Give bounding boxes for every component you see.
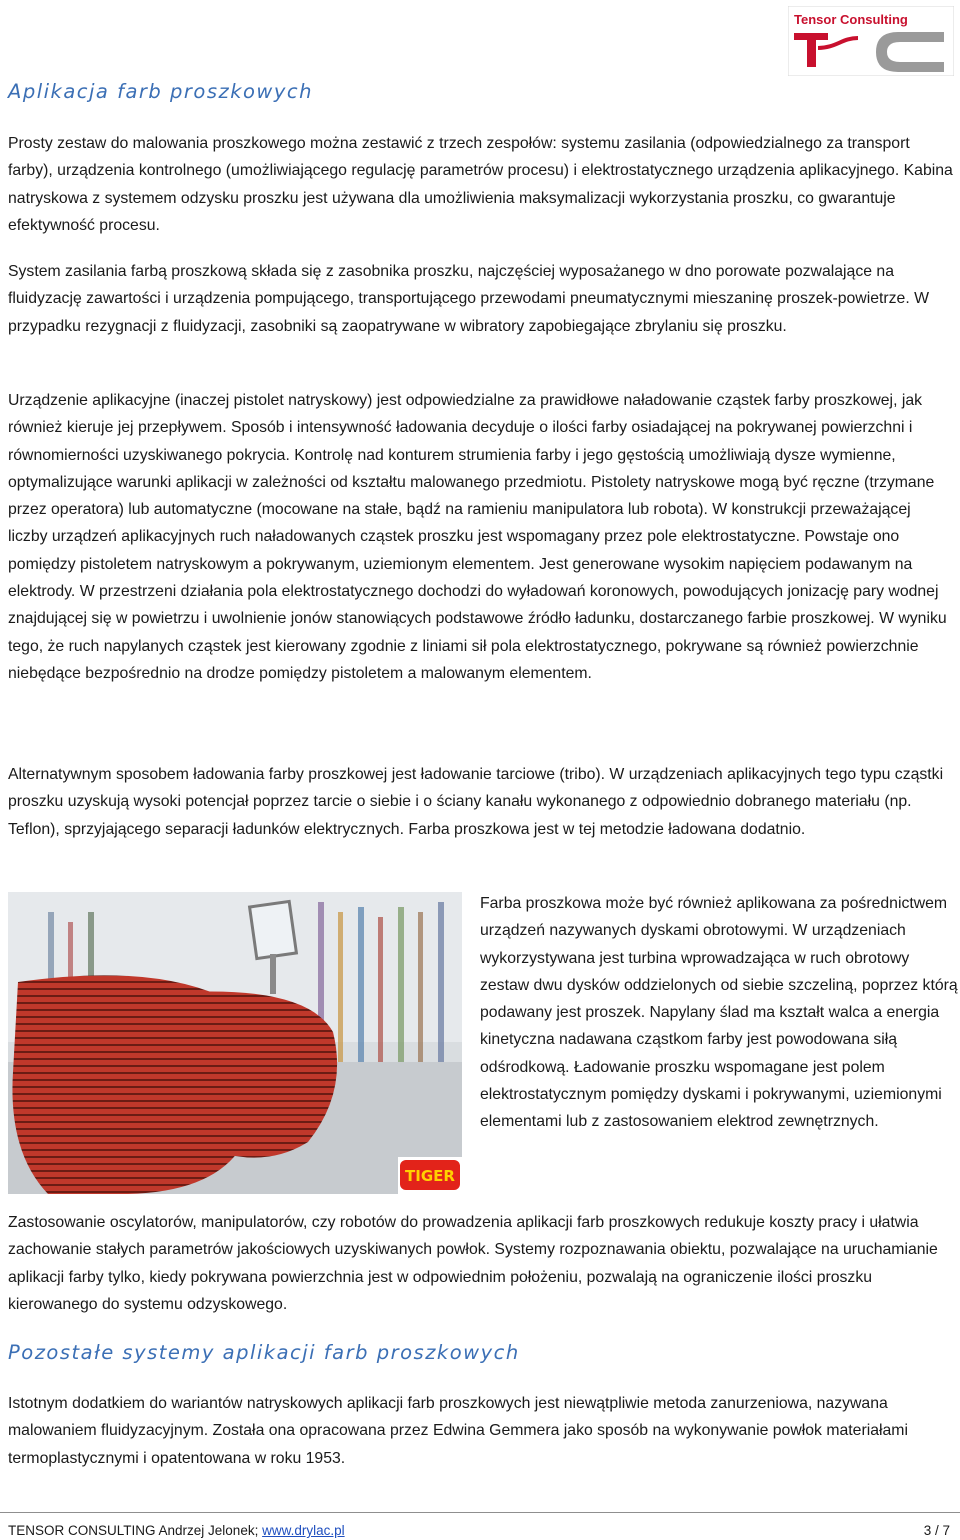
kiosk-photo	[8, 892, 462, 1194]
tensor-consulting-logo	[788, 6, 954, 76]
logo-text: Tensor Consulting	[794, 12, 908, 27]
paragraph-oscylatory: Zastosowanie oscylatorów, manipulatorów, czy robotów do prowadzenia aplikacji farb proszkowych redukuje koszty pracy i ułatwia zachowanie stałych parametrów jakościowych uzyskiwanych powłok. Systemy rozpoznawania obiektu, pozwalające na uruchamianie aplikacji farby tylko, kiedy pokrywana powierzchnia jest w odpowiednim położeniu, pozwalają na ograniczenie ilości proszku kierowanego do systemu odzyskowego.	[8, 1214, 938, 1313]
paragraph-dyski-obrotowe: Farba proszkowa może być również aplikowana za pośrednictwem urządzeń nazywanych dyskami obrotowymi. W urządzeniach wykorzystywana jest turbina wprowadzająca w ruch obrotowy zestaw dwu dysków oddzielonych od siebie szczeliną, poprzez którą podawany jest proszek. Napylany ślad ma kształt walca a energia kinetyczna nadawana cząstkom farby jest powodowana siłą odśrodkową. Ładowanie proszku wspomagane jest polem elektrostatycznym pomiędzy dyskami i pokrywanymi, uziemionymi elementami lub z zastosowaniem elektrod zewnętrznych.	[480, 895, 958, 1131]
footer-link-drylac[interactable]: www.drylac.pl	[262, 1523, 345, 1538]
paragraph-system-zasilania: System zasilania farbą proszkową składa się z zasobnika proszku, najczęściej wyposażanego w dno porowate pozwalające na fluidyzację zawartości i urządzenia pompującego, transportującego przewodami pneumatycznymi mieszaninę proszek-powietrze. W przypadku rezygnacji z fluidyzacji, zasobniki są zaopatrywane w wibratory zapobiegające zbrylaniu się proszku.	[8, 263, 930, 335]
paragraph-fluidyzacja: Istotnym dodatkiem do wariantów natryskowych aplikacji farb proszkowych jest niewątpliwie metoda zanurzeniowa, nazywana malowaniem fluidyzacyjnym. Została ona opracowana przez Edwina Gemmera jako sposób na wykonywanie powłok materiałami termoplastycznymi i opatentowana w roku 1953.	[8, 1395, 908, 1467]
page-footer	[0, 1512, 960, 1540]
tiger-badge: TIGER	[405, 1167, 455, 1185]
page-number: 3 / 7	[923, 1523, 950, 1538]
section-heading-pozostale: Pozostałe systemy aplikacji farb proszkowych	[8, 1341, 520, 1364]
paragraph-urzadzenie-aplikacyjne: Urządzenie aplikacyjne (inaczej pistolet natryskowy) jest odpowiedzialne za prawidłowe naładowanie cząstek farby proszkowej, jak również kieruje jej przepływem. Sposób i intensywność ładowania decyduje o ilości farby osiadającej na pokrywanej powierzchni i równomierności uzyskiwanego pokrycia. Kontrolę nad konturem strumienia farby i jego gęstością umożliwiają dysze wymienne, optymalizujące warunki aplikacji w zależności od kształtu malowanego przedmiotu. Pistolety natryskowe mogą być ręczne (trzymane przez operatora) lub automatyczne (mocowane na stałe, bądź na ramieniu manipulatora lub robota). W konstrukcji przeważającej liczby urządzeń aplikacyjnych ruch naładowanych cząstek proszku jest wspomagany przez pole elektrostatyczne. Powstaje ono pomiędzy pistoletem natryskowym a pokrywanym, uziemionym elementem. Jest generowane wysokim napięciem podawanym na elektrody. W przestrzeni działania pola elektrostatycznego dochodzi do wyładowań koronowych, powodujących jonizację pary wodnej znajdującej się w powietrzu i uwolnienie jonów stanowiących podstawowe źródło ładunku, dostarczanego farbie proszkowej. W wyniku tego, że ruch napylanych cząstek jest kierowany zgodnie z liniami sił pola elektrostatycznego, pokrywane są również powierzchnie niebędące bezpośrednio na drodze pomiędzy pistoletem a malowanym elementem.	[8, 392, 947, 682]
paragraph-intro: Prosty zestaw do malowania proszkowego można zestawić z trzech zespołów: systemu zasilania (odpowiedzialnego za transport farby), urządzenia kontrolnego (umożliwiającego regulację parametrów procesu) i elektrostatycznego urządzenia aplikacyjnego. Kabina natryskowa z systemem odzysku proszku jest używana dla umożliwienia maksymalizacji wykorzystania proszku, co gwarantuje efektywność procesu.	[8, 135, 953, 234]
section-heading-aplikacja: Aplikacja farb proszkowych	[8, 80, 314, 103]
footer-company: TENSOR CONSULTING Andrzej Jelonek; www.drylac.pl	[8, 1523, 345, 1538]
paragraph-tribo: Alternatywnym sposobem ładowania farby proszkowej jest ładowanie tarciowe (tribo). W urządzeniach aplikacyjnych tego typu cząstki proszku uzyskują wysoki potencjał poprzez tarcie o siebie i o ściany kanału wykonanego z odpowiednio dobranego materiału (np. Teflon), sprzyjającego separacji ładunków elektrycznych. Farba proszkowa jest w tej metodzie ładowana dodatnio.	[8, 766, 944, 838]
